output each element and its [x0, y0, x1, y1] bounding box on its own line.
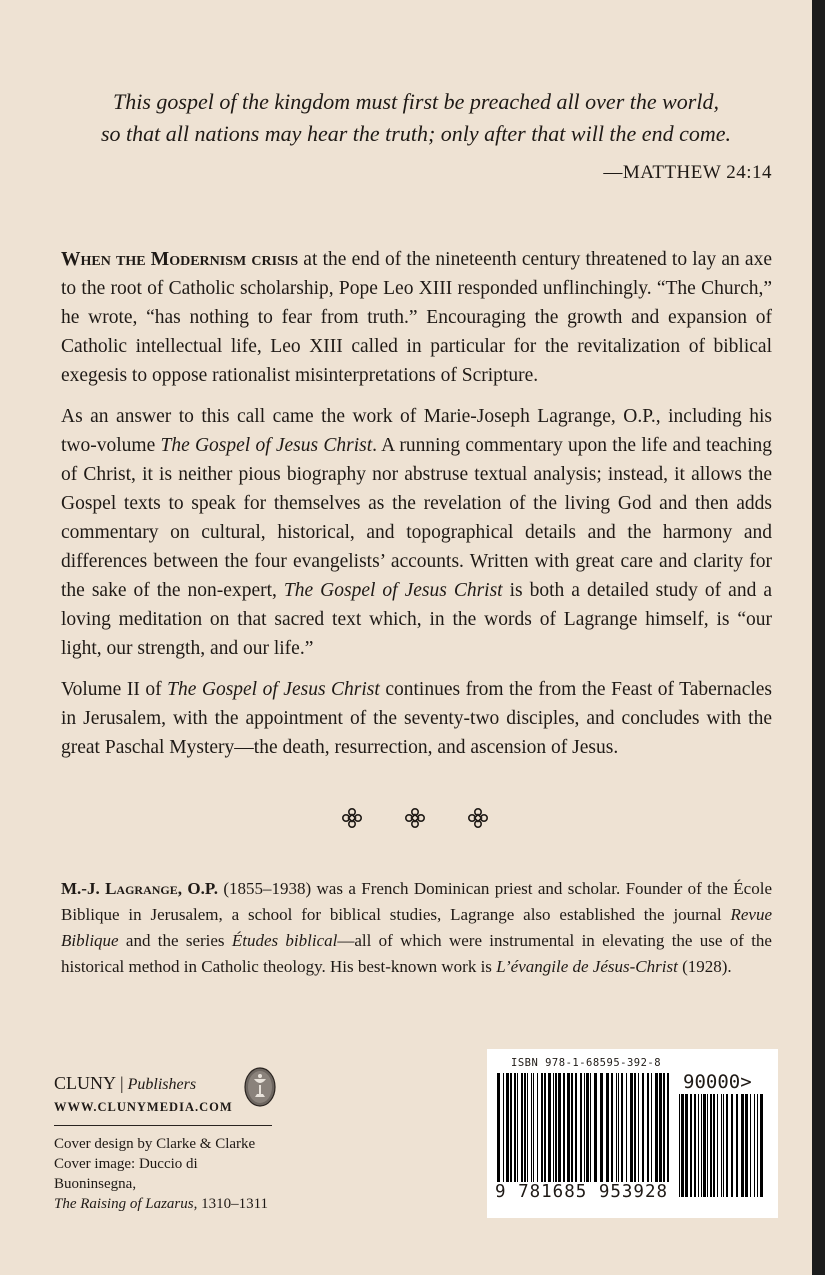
barcode-bar: [701, 1094, 702, 1197]
journal-title: Revue Biblique: [61, 905, 772, 950]
barcode-bar: [694, 1094, 696, 1197]
barcode-bar: [690, 1094, 692, 1197]
author-name-part: M.-J. L: [61, 879, 117, 898]
publisher-block: [54, 1072, 276, 1214]
barcode-bar: [741, 1094, 744, 1197]
description-paragraph-3: [61, 675, 772, 762]
barcode-bar: [736, 1094, 738, 1197]
spine-edge: [812, 0, 825, 1275]
series-title: Études biblical: [231, 931, 338, 950]
price-barcode-bars: [679, 1094, 767, 1197]
book-description: [61, 245, 772, 774]
publisher-separator: |: [120, 1073, 124, 1093]
barcode-bar: [713, 1094, 715, 1197]
credit-image: Cover image: Duccio di Buoninsegna,: [54, 1156, 198, 1192]
cover-credits: [54, 1134, 276, 1214]
bio-text: (1855–1938) was a French Dominican priest and scholar. Founder of the École Biblique in Jerusalem, a school for biblical studies, Lagrange also established the journal: [61, 879, 772, 924]
paragraph-text: at the end of the nineteenth century threatened to lay an axe to the root of Catholic scholarship, Pope Leo XIII responded unflinchingly. “The Church,” he wrote, “has nothing to fear from truth.” Encouraging the growth and expansion of Catholic intellectual life, Leo XIII called in particular for the revitalization of biblical exegesis to oppose rationalist misinterpretations of Scripture.: [61, 249, 772, 386]
epigraph-line-2: so that all nations may hear the truth; only after that will the end come.: [101, 121, 731, 146]
lead-in: When the Modernism crisis: [61, 249, 299, 270]
barcode-bar: [745, 1094, 748, 1197]
barcode-bar: [707, 1094, 708, 1197]
author-bio: [61, 876, 772, 980]
barcode-bar: [731, 1094, 733, 1197]
barcode-bar: [703, 1094, 706, 1197]
artwork-title: The Raising of Lazarus: [54, 1196, 194, 1212]
bio-text: —all of which were instrumental in elevating the use of the historical method in Catholic theology. His best-known work is: [61, 931, 772, 976]
publisher-wordmark: CLUNY: [54, 1073, 116, 1093]
publisher-suffix: Publishers: [127, 1076, 197, 1093]
barcode-bar: [726, 1094, 728, 1197]
price-code: 90000>: [683, 1071, 752, 1093]
barcode-bar: [685, 1094, 688, 1197]
work-title: L’évangile de Jésus-Christ: [496, 957, 678, 976]
author-name-part: , O.P.: [177, 879, 218, 898]
author-name: [61, 879, 218, 898]
book-title: The Gospel of Jesus Christ: [283, 580, 503, 601]
ean-digits: 9 781685 953928: [495, 1182, 669, 1202]
publisher-name: [54, 1072, 276, 1096]
barcode-bar: [721, 1094, 722, 1197]
author-name-part: agrange: [116, 879, 178, 898]
barcode-bar: [723, 1094, 724, 1197]
epigraph: [60, 86, 772, 150]
paragraph-text: continues from the from the Feast of Tabernacles in Jerusalem, with the appointment of the seventy-two disciples, and concludes with the great Paschal Mystery—the death, resurrection, and ascension of Jesus.: [61, 679, 773, 758]
paragraph-text: . A running commentary upon the life and teaching of Christ, it is neither pious biography nor abstruse textual analysis; instead, it allows the Gospel texts to speak for themselves as the revelation of the living God and then adds commentary on cultural, historical, and topographical details and the harmony and differences between the four evangelists’ accounts. Written with great care and clarity for the sake of the non-expert,: [61, 435, 772, 601]
barcode-bar: [754, 1094, 755, 1197]
barcode-bar: [679, 1094, 680, 1197]
paragraph-text: is both a detailed study of and a loving meditation on that sacred text which, in the words of Lagrange himself, is “our light, our strength, and our life.”: [61, 580, 772, 659]
chalice-seal-icon: [244, 1067, 276, 1107]
quatrefoil-ornament-icon: [340, 806, 364, 830]
quatrefoil-ornament-icon: [403, 806, 427, 830]
barcode-bar: [698, 1094, 699, 1197]
divider: [54, 1125, 272, 1126]
epigraph-attribution: —MATTHEW 24:14: [603, 162, 772, 183]
paragraph-text: Volume II of: [61, 679, 168, 700]
description-paragraph-1: [61, 245, 772, 390]
ornament-divider: [340, 806, 490, 832]
description-paragraph-2: [61, 402, 772, 663]
credit-work-line: [54, 1194, 276, 1214]
barcode-bar: [717, 1094, 718, 1197]
isbn-number: ISBN 978-1-68595-392-8: [511, 1057, 662, 1069]
paragraph-text: As an answer to this call came the work of Marie-Joseph Lagrange, O.P., including his two-volume: [61, 406, 772, 456]
bio-text: (1928).: [677, 957, 732, 976]
barcode-bar: [681, 1094, 684, 1197]
credit-design: Cover design by Clarke & Clarke: [54, 1136, 256, 1152]
bio-text: and the series: [118, 931, 232, 950]
book-title: The Gospel of Jesus Christ: [160, 435, 373, 456]
quatrefoil-ornament-icon: [466, 806, 490, 830]
publisher-url: WWW.CLUNYMEDIA.COM: [54, 1100, 233, 1114]
barcode-bar: [757, 1094, 758, 1197]
book-title: The Gospel of Jesus Christ: [167, 679, 380, 700]
artwork-years: , 1310–1311: [193, 1196, 269, 1212]
isbn-barcode: [487, 1049, 778, 1218]
epigraph-line-1: This gospel of the kingdom must first be preached all over the world,: [113, 89, 719, 114]
barcode-bar: [760, 1094, 763, 1197]
barcode-bar: [750, 1094, 751, 1197]
barcode-bar: [710, 1094, 712, 1197]
